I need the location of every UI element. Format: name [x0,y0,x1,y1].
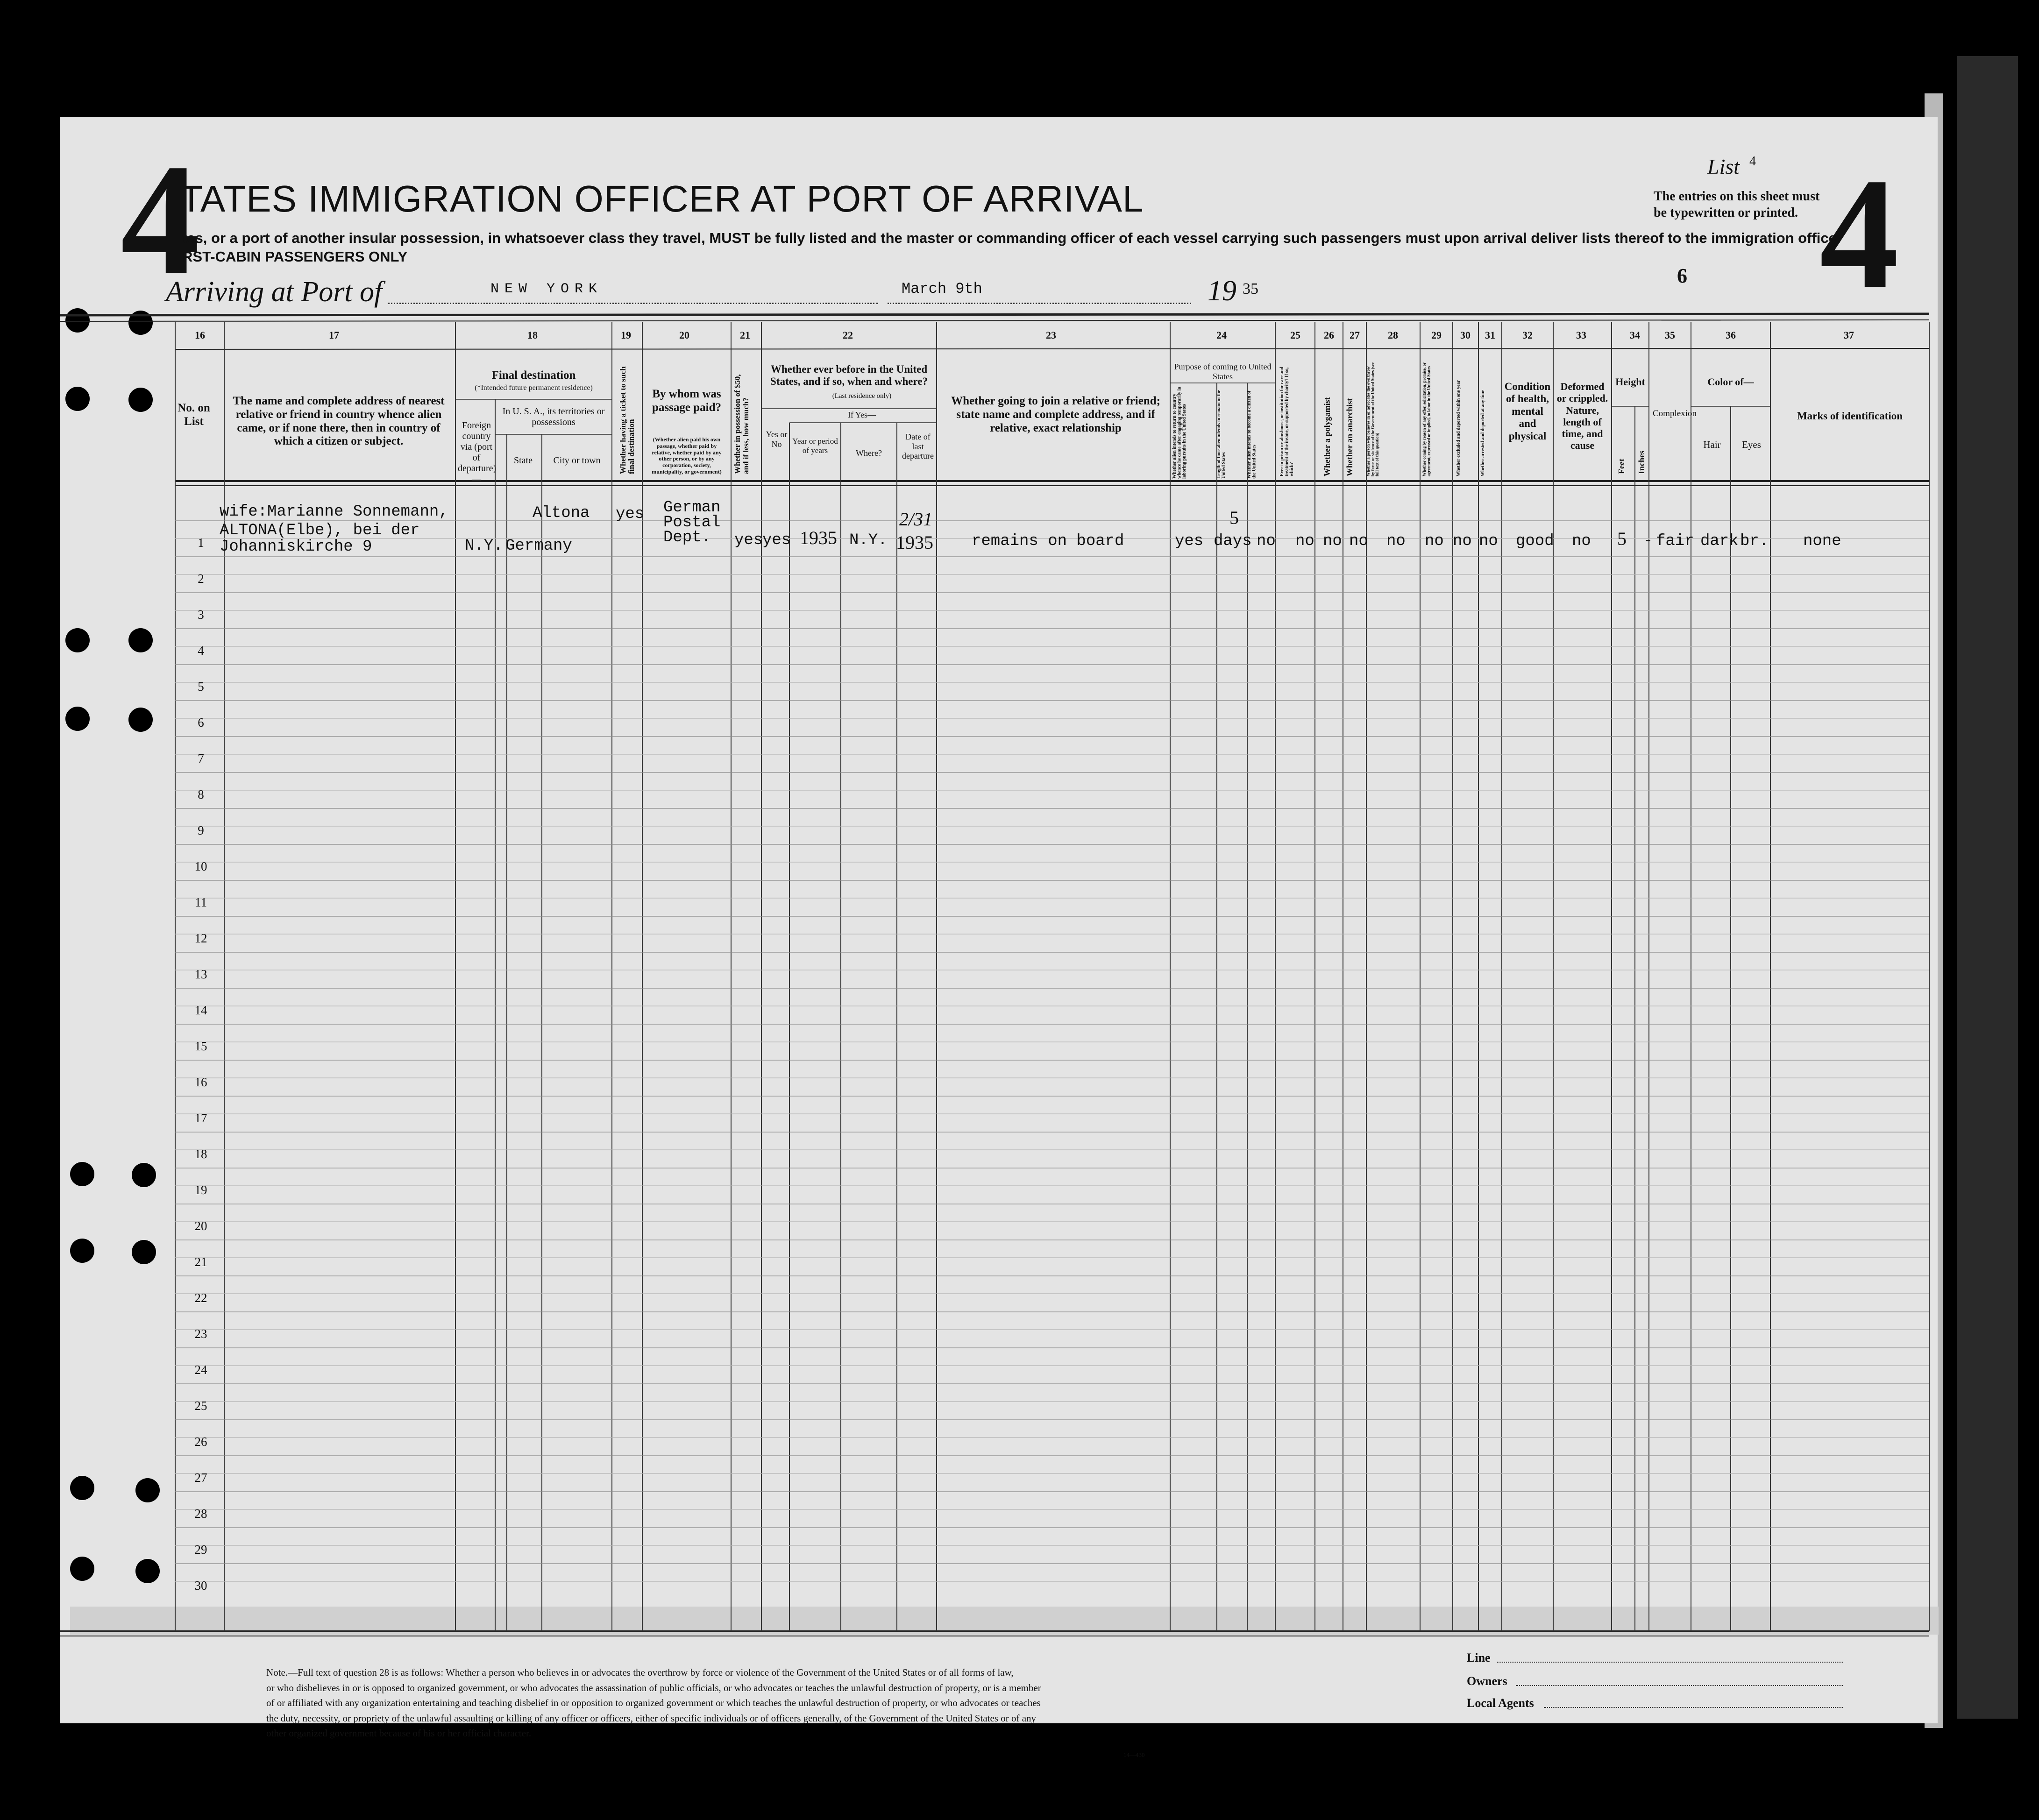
column-number: 23 [1046,329,1056,341]
col26-header: Whether a polygamist [1322,397,1332,476]
column-number: 17 [329,329,339,341]
entry-relative-line2: ALTONA(Elbe), bei der [220,522,420,539]
line-label: Line [1467,1651,1491,1664]
entry-city: Altona [533,504,590,522]
owners-underline [1516,1685,1843,1686]
col22-yesno: Yes or No [766,430,788,449]
entry-inches: - [1643,532,1653,550]
column-number: 25 [1290,329,1300,341]
column-number: 32 [1522,329,1533,341]
entry-excluded: no [1453,532,1472,550]
line-number: 17 [194,1111,207,1125]
line-number: 24 [194,1363,207,1377]
line-number: 11 [195,895,207,909]
line-number: 6 [198,715,204,729]
line-number: 16 [194,1075,207,1089]
col36-eyes: Eyes [1742,439,1761,450]
column-number: 33 [1576,329,1586,341]
line-number: 4 [198,644,204,658]
line-number: 3 [198,608,204,622]
col29-header: Whether coming by reason of any offer, solicitation, promise, or agreement, expressed or implied, to labor in the United States [1422,362,1431,476]
footer-note [266,1665,1224,1741]
entry-polygamist: no [1323,532,1342,550]
col31-header: Whether arrested and deported at any time [1480,389,1485,476]
col22-date: Date of last departure [902,432,934,461]
line-number: 8 [198,787,204,801]
date-value: March 9th [902,280,982,297]
entry-anarchist: no [1349,532,1368,550]
line-number: 5 [198,680,204,694]
entry-relative-line3: Johanniskirche 9 [220,538,372,556]
list-number: 4 [1749,154,1756,169]
col19-header: Whether having a ticket to such final destination [618,366,636,474]
col32-header: Condition of health, mental and physical [1504,381,1551,442]
entries-note-2: be typewritten or printed. [1654,205,1798,220]
line-number: 10 [194,859,207,873]
col34-inches: Inches [1637,450,1646,474]
header-class-label: RST-CABIN PASSENGERS ONLY [182,248,408,265]
column-number: 21 [740,329,750,341]
column-number: 19 [621,329,631,341]
entry-ticket: yes [616,505,645,523]
entry-where: N.Y. [849,531,888,549]
column-number: 28 [1388,329,1398,341]
line-number: 19 [194,1183,207,1197]
footer-note-line: Note.—Full text of question 28 is as follows: Whether a person who believes in or advocates the overthrow by force or violence of the Government of the United States or of all forms of law, [266,1667,1014,1678]
column-number: 26 [1324,329,1334,341]
header-instructions: tes, or a port of another insular possession, in whatsoever class they travel, MUST be fully listed and the master or commanding officer of each vessel carrying such passengers must upon arrival deliver lists thereof to the immigration officer [182,230,1842,246]
col16-header: No. on List [178,402,210,428]
column-number: 36 [1726,329,1736,341]
entry-ever-before: yes [762,531,791,549]
entry-fifty-dollars: yes [734,531,763,549]
col37-header: Marks of identification [1797,410,1903,422]
arriving-label: Arriving at Port of [166,276,383,308]
column-number: 24 [1216,329,1227,341]
col21-header: Whether in possession of $50, and if less, how much? [733,374,750,474]
line-number: 1 [198,536,204,550]
line-number: 9 [198,823,204,837]
col17-header: The name and complete address of nearest relative or friend in country whence alien came, or if none there, then in country of which a citizen or subject. [233,395,445,448]
line-number: 25 [194,1399,207,1413]
col24c-header: Whether alien intends to become a citizen of the United States [1247,390,1257,479]
entry-port-via: N.Y. [465,537,503,555]
agents-underline [1544,1707,1843,1708]
col18-note: (*Intended future permanent residence) [475,384,593,392]
column-number: 20 [679,329,689,341]
column-number: 34 [1630,329,1640,341]
column-number: 29 [1431,329,1442,341]
entry-health: good [1516,532,1554,550]
line-number: 26 [194,1435,207,1449]
entry-length-number: 5 [1229,507,1239,528]
sheet-number: 6 [1677,264,1687,287]
entry-country: Germany [505,537,572,555]
col22-note: (Last residence only) [832,392,892,400]
page-title: TATES IMMIGRATION OFFICER AT PORT OF ARRIVAL [180,178,1144,220]
footer-note-line: the duty, necessity, or propriety of the unlawful assaulting or killing of any officer or officers, either of specific individuals or of officers generally, of the Government of the United States or of any [266,1712,1037,1724]
line-number: 18 [194,1147,207,1161]
line-number: 23 [194,1327,207,1341]
col28-header: Whether a person who believes in or advocates the overthrow by force or violence of the Government of the United States (see full text of this question) [1366,362,1379,476]
entry-citizen: no [1257,532,1276,550]
line-underline [1497,1662,1843,1663]
col24a-header: Whether alien intends to return to country whence he came after engaging temporarily in laboring pursuits in the United States [1172,387,1187,479]
port-value: NEW YORK [490,281,603,297]
line-number: 15 [194,1039,207,1053]
line-number: 20 [194,1219,207,1233]
column-number: 27 [1350,329,1360,341]
line-number: 21 [194,1255,207,1269]
entry-date-last-2: 1935 [896,532,933,553]
line-number: 2 [198,572,204,586]
col23-header: Whether going to join a relative or friend; state name and complete address, and if relative, exact relationship [951,395,1160,434]
column-number: 31 [1485,329,1495,341]
col18-foreign: Foreign country via (port of departure)— [458,420,497,484]
col20-note: (Whether alien paid his own passage, whether paid by relative, whether paid by any other person, or by any corporation, society, municipality, or government) [652,436,722,475]
column-number: 18 [527,329,538,341]
col33-header: Deformed or crippled. Nature, length of time, and cause [1556,381,1608,452]
entry-paid-by-3: Dept. [663,529,711,546]
col22-ifyes: If Yes— [847,410,876,419]
agents-label: Local Agents [1467,1696,1534,1710]
line-number: 14 [194,1003,207,1017]
entry-return-intent: yes [1175,532,1204,550]
entry-offer: no [1425,532,1444,550]
entry-paid-by-2: Postal [663,514,721,531]
column-number: 37 [1844,329,1854,341]
line-number: 29 [194,1543,207,1557]
entries-note-1: The entries on this sheet must [1654,189,1820,204]
list-label: List [1707,155,1740,178]
entry-paid-by-1: German [663,499,721,517]
column-number: 30 [1460,329,1471,341]
year-prefix: 19 [1208,275,1236,307]
col18-usa: In U. S. A., its territories or possessions [502,406,605,427]
footer-note-line: of or affiliated with any organization entertaining and teaching disbelief in or opposition to organized government or which teaches the unlawful destruction of property, or who advocates or teaches [266,1697,1041,1709]
entry-joining: remains on board [972,532,1124,550]
entry-marks: none [1803,532,1841,550]
entry-deformed: no [1572,532,1591,550]
col36-hair: Hair [1703,439,1721,450]
form-number: 14—430 [1123,1751,1145,1758]
entry-year: 1935 [800,527,837,548]
footer-note-line: other organized government because of his or her official character. [266,1728,532,1739]
entry-prison: no [1295,532,1314,550]
line-number: 22 [194,1291,207,1305]
entry-overthrow: no [1386,532,1406,550]
column-number: 22 [843,329,853,341]
col24-title: Purpose of coming to United States [1174,362,1272,381]
owners-label: Owners [1467,1674,1507,1688]
year-value: 35 [1243,280,1258,297]
col27-header: Whether an anarchist [1345,398,1354,476]
entry-feet: 5 [1617,528,1627,549]
col22-title: Whether ever before in the United States, and if so, when and where? [770,363,928,388]
col24b-header: Length of time alien intends to remain in the United States [1216,390,1227,479]
col18-state: State [514,455,533,466]
line-number: 7 [198,751,204,765]
col30-header: Whether excluded and deported within one year [1456,380,1461,476]
line-number: 30 [194,1579,207,1593]
entry-hair: dark [1700,532,1739,550]
col18-city: City or town [553,455,601,466]
list-big-number-left: 4 [121,131,200,307]
column-number: 16 [195,329,205,341]
entry-eyes: br. [1740,532,1769,550]
list-big-number-right: 4 [1819,145,1899,321]
line-number: 27 [194,1471,207,1485]
col22-where: Where? [856,448,882,458]
col36-title: Color of— [1707,376,1754,388]
entry-length-unit: days [1214,532,1252,550]
line-number: 13 [194,967,207,981]
col25-header: Ever in prison or almshouse, or institution for care and treatment of the insane, or supported by charity? If so, which? [1279,367,1294,476]
col34-feet: Feet [1617,459,1626,474]
line-number: 28 [194,1507,207,1521]
col20-title: By whom was passage paid? [652,388,721,414]
entry-complexion: fair [1656,532,1694,550]
col22-year: Year or period of years [792,437,838,455]
entry-relative-line1: wife:Marianne Sonnemann, [220,503,448,521]
col18-title: Final destination [491,369,576,382]
col35-header: Complexion [1653,409,1697,418]
column-number: 35 [1665,329,1675,341]
entry-arrested: no [1479,532,1498,550]
col34-title: Height [1615,376,1645,388]
entry-date-last-1: 2/31 [899,509,933,530]
line-number: 12 [194,931,207,945]
footer-note-line: or who disbelieves in or is opposed to organized government, or who advocates the assassination of public officials, or who advocates or teaches the unlawful destruction of property, or is a member [266,1682,1041,1693]
